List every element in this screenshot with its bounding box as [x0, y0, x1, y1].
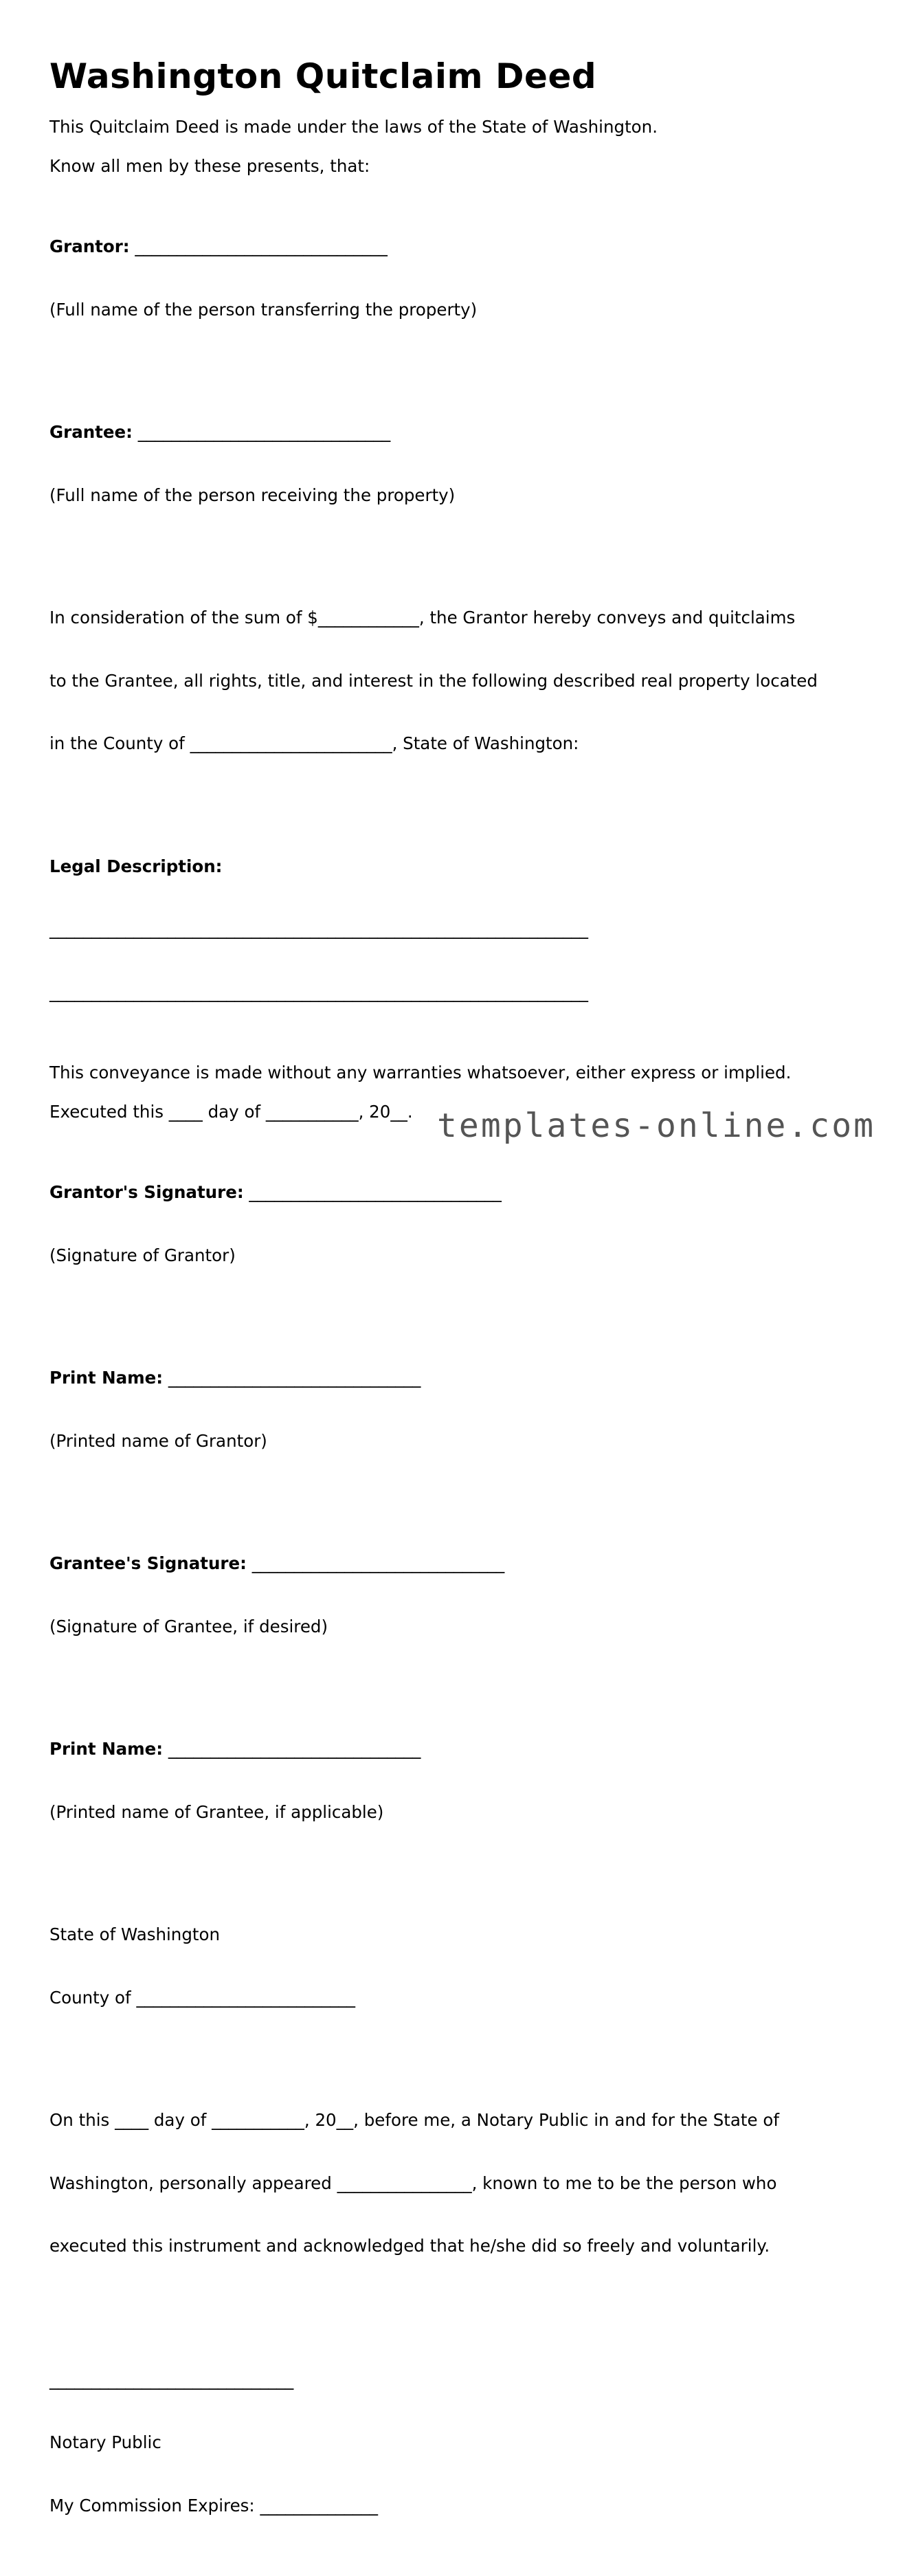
grantee-note: (Full name of the person receiving the property) — [49, 485, 456, 505]
notary-statement-line-2: Washington, personally appeared ________________, known to me to be the person who — [49, 2173, 777, 2193]
grantor-print-label: Print Name: — [49, 1368, 164, 1388]
intro-paragraph: This Quitclaim Deed is made under the laws of the State of Washington. — [49, 117, 658, 137]
grantee-label: Grantee: — [49, 422, 133, 442]
document-page — [49, 56, 860, 2576]
warranty-paragraph: This conveyance is made without any warranties whatsoever, either express or implied. — [49, 1063, 792, 1082]
legal-description-label: Legal Description: — [49, 856, 223, 876]
grantor-section — [49, 195, 860, 362]
grantee-signature-label: Grantee's Signature: — [49, 1553, 247, 1573]
grantor-print-note: (Printed name of Grantor) — [49, 1430, 267, 1451]
grantee-print-note: (Printed name of Grantee, if applicable) — [49, 1801, 384, 1822]
notary-statement-line-1: On this ____ day of ___________, 20__, before me, a Notary Public in and for the State of — [49, 2110, 779, 2130]
notary-statement — [49, 2068, 860, 2299]
grantee-print-line — [49, 1739, 860, 1760]
notary-title: Notary Public — [49, 2432, 161, 2452]
grantor-signature-section — [49, 1140, 860, 1308]
grantee-signature-blank: ______________________________ — [246, 1553, 505, 1573]
grantor-line — [49, 236, 860, 258]
document-title: Washington Quitclaim Deed — [49, 56, 597, 96]
consideration-paragraph — [49, 566, 860, 797]
notary-block — [49, 2328, 860, 2559]
grantor-signature-label: Grantor's Signature: — [49, 1182, 244, 1202]
legal-description-line-1: ________________________________________________________________ — [49, 919, 588, 939]
grantee-print-blank: ______________________________ — [163, 1739, 421, 1759]
grantor-signature-note: (Signature of Grantor) — [49, 1245, 236, 1265]
notary-signature-line: _____________________________ — [49, 2369, 294, 2390]
executed-paragraph: Executed this ____ day of ___________, 20__. — [49, 1101, 413, 1122]
consideration-line-1: In consideration of the sum of $____________, the Grantor hereby conveys and quitclaims — [49, 608, 796, 628]
grantee-signature-section — [49, 1511, 860, 1679]
notary-commission: My Commission Expires: ______________ — [49, 2495, 378, 2516]
venue-state: State of Washington — [49, 1924, 221, 1944]
grantor-print-line — [49, 1368, 860, 1389]
grantor-blank: ______________________________ — [129, 236, 388, 256]
grantee-signature-line — [49, 1553, 860, 1575]
grantor-signature-line — [49, 1182, 860, 1203]
preamble-paragraph: Know all men by these presents, that: — [49, 155, 370, 176]
watermark: templates-online.com — [437, 1107, 875, 1145]
grantee-signature-note: (Signature of Grantee, if desired) — [49, 1616, 328, 1636]
consideration-line-3: in the County of ________________________, State of Washington: — [49, 733, 579, 753]
legal-description-line-2: ________________________________________________________________ — [49, 981, 588, 1002]
grantor-signature-blank: ______________________________ — [243, 1182, 502, 1202]
grantee-section — [49, 380, 860, 548]
grantee-print-section — [49, 1697, 860, 1865]
legal-description-section — [49, 814, 860, 1045]
grantor-print-section — [49, 1326, 860, 1494]
notary-statement-line-3: executed this instrument and acknowledged that he/she did so freely and voluntarily. — [49, 2236, 770, 2256]
consideration-line-2: to the Grantee, all rights, title, and interest in the following described real property located — [49, 670, 818, 691]
grantor-label: Grantor: — [49, 236, 130, 256]
venue-county: County of __________________________ — [49, 1987, 355, 2008]
venue-section — [49, 1883, 860, 2050]
grantee-blank: ______________________________ — [132, 422, 391, 442]
grantee-line — [49, 422, 860, 443]
grantor-note: (Full name of the person transferring the property) — [49, 299, 478, 320]
grantee-print-label: Print Name: — [49, 1739, 164, 1759]
grantor-print-blank: ______________________________ — [163, 1368, 421, 1388]
